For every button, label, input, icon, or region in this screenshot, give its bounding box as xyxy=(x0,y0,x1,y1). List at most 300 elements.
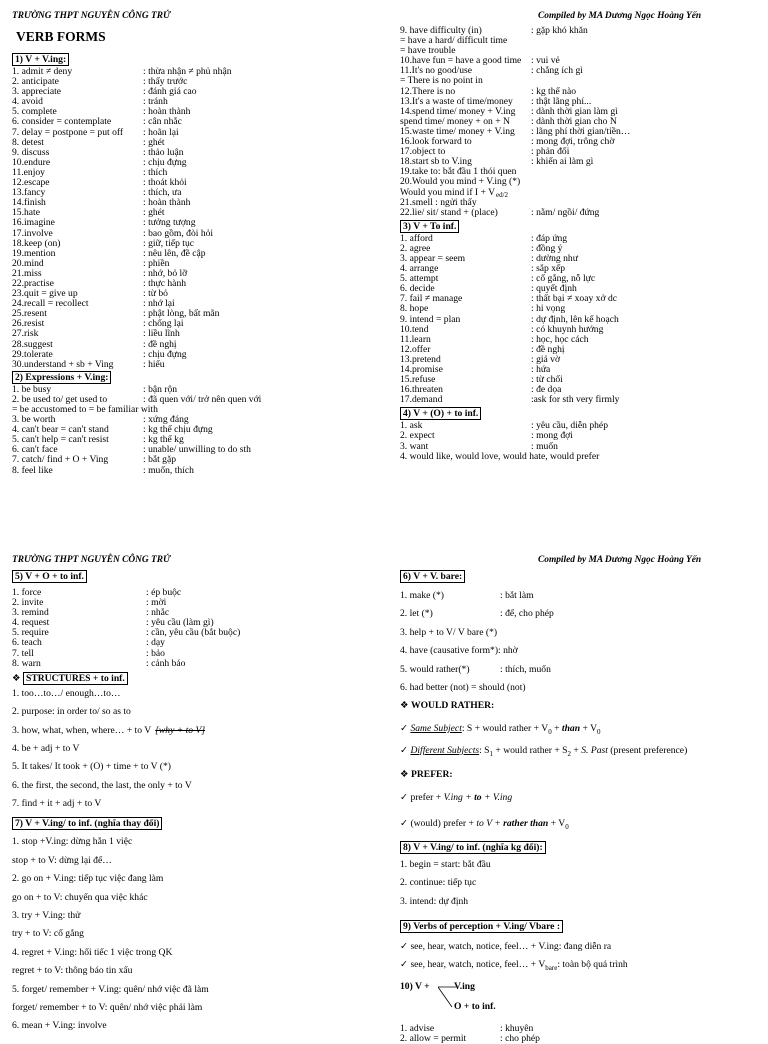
verb-row xyxy=(12,138,382,148)
verb-row-meaning: : đề nghị xyxy=(143,338,177,350)
verb-row-meaning: : thất bại ≠ xoay xở dc xyxy=(531,293,618,305)
same-meaning-row-term: 3. intend: dự định xyxy=(400,895,469,907)
verb-row-meaning: : đánh giá cao xyxy=(143,86,197,98)
verb-row xyxy=(12,218,382,228)
expression-row-meaning: : kg thể nào xyxy=(531,85,577,97)
verb-row xyxy=(12,148,382,158)
same-subject-line: ✓ Same Subject: S + would rather + $V_0$ + than + $V_0$ xyxy=(400,722,601,736)
verb-row-meaning: : đáp ứng xyxy=(531,232,568,244)
meaning-change-row-term: 4. regret + V.ing: hối tiếc 1 việc trong QK xyxy=(12,946,173,958)
expression-row-meaning: : phản đối xyxy=(531,146,570,158)
expression-row-term: = There is no point in xyxy=(400,75,483,87)
section-5-heading: 5) V + O + to inf. xyxy=(12,570,382,584)
verb-row-term: 30.understand + sb + Ving xyxy=(12,358,114,370)
verb-row-term: 23.quit = give up xyxy=(12,288,78,300)
meaning-change-row xyxy=(12,963,382,981)
verb-row-meaning: : liều lĩnh xyxy=(143,328,180,340)
verb-row-meaning: : từ chối xyxy=(531,374,563,386)
verb-row-term: 3. appear = seem xyxy=(400,252,466,264)
expression-row-term: 17.object to xyxy=(400,146,446,158)
verb-row-meaning: : bao gồm, đòi hỏi xyxy=(143,227,214,239)
expression-row-meaning: : thật lãng phí... xyxy=(531,95,592,107)
verb-row-meaning: : thích, ưa xyxy=(143,187,182,199)
page2-left-column xyxy=(12,570,382,1037)
meaning-change-row-term: forget/ remember + to V: quên/ nhớ việc phải làm xyxy=(12,1002,203,1013)
structure-row xyxy=(12,759,382,777)
expression-row-term: 14.spend time/ money + V.ing xyxy=(400,105,516,117)
verb-row xyxy=(400,395,760,405)
verb-row-term: 7. delay = postpone = put off xyxy=(12,126,124,138)
verb-row-term: 3. appreciate xyxy=(12,86,62,98)
verb-row-term: 3. want xyxy=(400,440,429,452)
expression-row-meaning: : unable/ unwilling to do sth xyxy=(143,444,251,456)
bare-verb-row-term: 2. let (*) xyxy=(400,608,433,620)
verb-row xyxy=(12,67,382,77)
expression-row-term: 7. catch/ find + O + Ving xyxy=(12,454,109,466)
meaning-change-row-term: try + to V: cố gắng xyxy=(12,928,84,940)
section-3-heading: 3) V + To inf. xyxy=(400,220,760,234)
perception-line-2: ✓ see, hear, watch, notice, feel… + $V_{bare}$: toàn bộ quá trình xyxy=(400,958,628,972)
meaning-change-row xyxy=(12,908,382,926)
section-7-list xyxy=(12,834,382,1036)
verb-row-meaning: : hiểu xyxy=(143,358,165,370)
section-8-list xyxy=(400,857,760,912)
page2-right-column xyxy=(400,570,760,1044)
verb-row-term: 9. intend = plan xyxy=(400,313,461,325)
same-meaning-row-term: 1. begin = start: bắt đầu xyxy=(400,858,491,870)
same-meaning-row xyxy=(400,894,760,912)
verb-row xyxy=(12,309,382,319)
verb-row-term: 25.resent xyxy=(12,308,47,320)
section-5-list xyxy=(12,588,382,669)
expression-row-term: = have a hard/ difficult time xyxy=(400,35,508,47)
verb-row-term: 1. advise xyxy=(400,1022,435,1034)
expression-row-meaning: : kg thể chịu đựng xyxy=(143,424,213,436)
verb-row-meaning: : ép buộc xyxy=(146,587,182,598)
meaning-change-row xyxy=(12,1000,382,1018)
verb-row-meaning: : bảo xyxy=(146,647,165,659)
structure-row-term: 5. It takes/ It took + (O) + time + to V (*) xyxy=(12,761,171,773)
structure-row-term: 3. how, what, when, where… + to V [why + to V] xyxy=(12,724,206,736)
verb-row-term: 4. would like, would love, would hate, would prefer xyxy=(400,450,600,462)
verb-row-term: 10.endure xyxy=(12,156,51,168)
meaning-change-row-term: 2. go on + V.ing: tiếp tục việc đang làm xyxy=(12,873,164,885)
verb-row xyxy=(12,97,382,107)
verb-row-meaning: : thực hành xyxy=(143,277,187,289)
verb-row xyxy=(400,234,760,244)
verb-row xyxy=(12,259,382,269)
section-6-heading: 6) V + V. bare: xyxy=(400,570,760,584)
verb-row-term: 15.refuse xyxy=(400,374,436,386)
section-4-heading: 4) V + (O) + to inf. xyxy=(400,407,760,421)
verb-row-meaning: : hứa xyxy=(531,364,551,375)
verb-row-term: 27.risk xyxy=(12,328,39,340)
verb-row-meaning: : chống lại xyxy=(143,318,184,330)
verb-row-meaning: : hoàn thành xyxy=(143,106,191,118)
expression-row-term: 8. feel like xyxy=(12,464,53,476)
expression-row-meaning: : bắt gặp xyxy=(143,454,177,466)
verb-row-term: 12.offer xyxy=(400,343,431,355)
verb-row-meaning: : giả vờ xyxy=(531,353,561,365)
verb-row-term: 1. admit ≠ deny xyxy=(12,66,73,77)
verb-row xyxy=(12,329,382,339)
bare-verb-row-meaning: : bắt làm xyxy=(500,590,534,601)
verb-row-term: 15.hate xyxy=(12,207,40,219)
verb-row-meaning: : chịu đựng xyxy=(143,348,187,360)
verb-row xyxy=(12,649,382,659)
meaning-change-row-term: 3. try + V.ing: thử xyxy=(12,910,81,922)
verb-row xyxy=(12,340,382,350)
verb-row-meaning: :ask for sth very firmly xyxy=(531,394,620,406)
expression-row xyxy=(12,466,382,476)
section-10-list xyxy=(400,1024,760,1044)
different-subjects-line: ✓ Different Subjects: $S_1$ + would rather + $S_2 + S$. Past (present preference) xyxy=(400,744,688,758)
expression-row-term: 2. be used to/ get used to xyxy=(12,393,108,405)
same-meaning-row xyxy=(400,875,760,893)
verb-row xyxy=(400,294,760,304)
expression-row-term: 21.smell : ngửi thấy xyxy=(400,196,477,208)
structure-row xyxy=(12,796,382,814)
verb-row xyxy=(12,249,382,259)
verb-row xyxy=(400,375,760,385)
verb-row-meaning: : nhớ lại xyxy=(143,298,175,310)
verb-row-meaning: : hoãn lại xyxy=(143,126,179,138)
expression-row-term: 15.waste time/ money + V.ing xyxy=(400,125,515,137)
meaning-change-row xyxy=(12,871,382,889)
verb-row-term: 10.tend xyxy=(400,323,429,335)
bare-verb-row xyxy=(400,625,760,643)
expression-row-term: = be accustomed to = be familiar with xyxy=(12,404,158,415)
meaning-change-row-term: regret + to V: thông báo tin xấu xyxy=(12,965,133,977)
verb-row-term: 5. complete xyxy=(12,106,57,118)
verb-row-meaning: : hi vọng xyxy=(531,303,566,315)
school-header: TRƯỜNG THPT NGUYỄN CÔNG TRỨ xyxy=(12,11,171,21)
meaning-change-row-term: go on + to V: chuyển qua việc khác xyxy=(12,891,148,903)
page-title: VERB FORMS xyxy=(16,29,106,44)
expression-row-subscript: ed/2 xyxy=(496,190,509,199)
verb-row xyxy=(12,198,382,208)
verb-row-meaning: : khuyên xyxy=(500,1022,534,1034)
verb-row-term: 6. consider = contemplate xyxy=(12,116,112,128)
verb-row-meaning: : học, học cách xyxy=(531,333,589,345)
verb-row-term: 6. teach xyxy=(12,637,42,649)
verb-row-meaning: : cân nhắc xyxy=(143,116,182,128)
bare-verb-row xyxy=(400,680,760,698)
verb-row-term: 17.demand xyxy=(400,394,443,406)
section-8-heading: 8) V + V.ing/ to inf. (nghĩa kg đổi): xyxy=(400,835,760,857)
verb-row-meaning: : ghét xyxy=(143,207,165,219)
expression-row-meaning: : khiến ai làm gì xyxy=(531,156,594,168)
section-7-heading: 7) V + V.ing/ to inf. (nghĩa thay đổi) xyxy=(12,814,382,834)
verb-row xyxy=(12,628,382,638)
verb-row xyxy=(400,345,760,355)
verb-row xyxy=(12,319,382,329)
verb-row-meaning: : đề nghị xyxy=(531,343,565,355)
verb-row xyxy=(400,1034,760,1044)
compiled-by-header-2: Compiled by MA Dương Ngọc Hoàng Yến xyxy=(538,555,702,565)
expression-row-term: 10.have fun = have a good time xyxy=(400,55,522,67)
verb-row xyxy=(400,421,760,431)
verb-row-meaning: : thích xyxy=(143,166,168,178)
verb-row-term: 28.suggest xyxy=(12,338,53,350)
verb-row-meaning: : hoàn thành xyxy=(143,197,191,209)
verb-row-term: 3. remind xyxy=(12,607,49,619)
verb-row-term: 4. avoid xyxy=(12,96,43,108)
verb-row-term: 2. invite xyxy=(12,597,44,609)
expression-row-term: 1. be busy xyxy=(12,383,52,395)
verb-row-meaning: : đe dọa xyxy=(531,384,562,396)
prefer-heading: ❖ PREFER: xyxy=(400,768,453,780)
verb-row-term: 16.threaten xyxy=(400,384,443,396)
verb-row-term: 8. detest xyxy=(12,136,44,148)
bare-verb-row xyxy=(400,662,760,680)
meaning-change-row-term: stop + to V: dừng lại để… xyxy=(12,854,112,866)
section-10-diagram xyxy=(400,976,760,1018)
verb-row-term: 14.promise xyxy=(400,364,443,375)
verb-row xyxy=(12,87,382,97)
section-3-list xyxy=(400,234,760,406)
page1-left-column xyxy=(12,53,382,476)
meaning-change-row xyxy=(12,926,382,944)
verb-row-term: 4. request xyxy=(12,617,50,629)
expression-row-meaning: : nằm/ ngồi/ đứng xyxy=(531,206,600,218)
meaning-change-row xyxy=(12,1018,382,1036)
verb-row-meaning: : cảnh báo xyxy=(146,657,186,669)
bare-verb-row-term: 3. help + to V/ V bare (*) xyxy=(400,626,498,638)
verb-row-meaning: : dự định, lên kế hoạch xyxy=(531,313,619,325)
branch-o-to-inf: O + to inf. xyxy=(454,1000,496,1012)
verb-row-meaning: : nhớ, bỏ lỡ xyxy=(143,267,188,279)
verb-row xyxy=(12,638,382,648)
expression-row-meaning: : dành thời gian cho N xyxy=(531,115,617,127)
verb-row-meaning: : dạy xyxy=(146,637,165,649)
expression-row-term: 20.Would you mind + V.ing (*) xyxy=(400,176,521,188)
verb-row-term: 20.mind xyxy=(12,257,44,269)
verb-row-term: 5. attempt xyxy=(400,273,439,285)
section-2-list xyxy=(12,385,382,476)
bare-verb-row-term: 5. would rather(*) xyxy=(400,663,470,675)
verb-row-meaning: : sắp xếp xyxy=(531,263,566,275)
expression-row-meaning: : muốn, thích xyxy=(143,464,194,476)
section-9-heading: 9) Verbs of perception + V.ing/ Vbare : xyxy=(400,912,760,936)
verb-row-term: 9. discuss xyxy=(12,146,50,158)
expression-row xyxy=(12,455,382,465)
bare-verb-row xyxy=(400,588,760,606)
expression-row xyxy=(400,137,760,147)
verb-row-meaning: : từ bỏ xyxy=(143,288,168,300)
verb-row-term: 2. anticipate xyxy=(12,76,59,88)
verb-row-meaning: : giữ, tiếp tục xyxy=(143,237,195,249)
section-10-heading: 10) V + xyxy=(400,980,430,992)
expressions-continued-list xyxy=(400,26,760,218)
verb-row xyxy=(12,128,382,138)
verb-row-term: 7. tell xyxy=(12,647,34,659)
verb-row xyxy=(400,335,760,345)
meaning-change-row xyxy=(12,945,382,963)
verb-row-meaning: : mong đợi xyxy=(531,430,573,442)
verb-row-term: 13.pretend xyxy=(400,353,441,365)
prefer-line-2: ✓ (would) prefer + to V + rather than + $V_0$ xyxy=(400,817,569,831)
verb-row xyxy=(12,77,382,87)
verb-row-term: 21.miss xyxy=(12,267,42,279)
expression-row-meaning: : xứng đáng xyxy=(143,414,189,426)
expression-row-meaning: : gặp khó khăn xyxy=(531,25,588,36)
same-meaning-row xyxy=(400,857,760,875)
expression-row-meaning: : lãng phí thời gian/tiền… xyxy=(531,125,631,137)
verb-row-term: 6. decide xyxy=(400,283,435,295)
verb-row-term: 1. afford xyxy=(400,232,433,244)
expression-row-term: 11.It's no good/use xyxy=(400,65,472,77)
verb-row xyxy=(12,269,382,279)
verb-row-term: 2. agree xyxy=(400,242,431,254)
verb-row-meaning: : phiền xyxy=(143,257,170,269)
verb-row xyxy=(12,178,382,188)
bare-verb-row-meaning: : thích, muốn xyxy=(500,663,551,675)
verb-row-term: 2. allow = permit xyxy=(400,1033,467,1044)
expression-row-meaning: : chẳng ích gì xyxy=(531,65,583,77)
structure-row-term: 1. too…to…/ enough…to… xyxy=(12,687,121,699)
verb-row-meaning: : có khuynh hướng xyxy=(531,323,604,335)
verb-row xyxy=(12,188,382,198)
bare-verb-row-term: 4. have (causative form*): nhờ xyxy=(400,645,518,657)
verb-row xyxy=(400,365,760,375)
structures-list xyxy=(12,686,382,815)
meaning-change-row xyxy=(12,982,382,1000)
verb-row xyxy=(400,274,760,284)
expression-row-term: 12.There is no xyxy=(400,85,456,97)
verb-row-meaning: : thừa nhận ≠ phủ nhận xyxy=(143,66,232,77)
verb-row-term: 8. warn xyxy=(12,657,41,669)
bare-verb-row-meaning: : để, cho phép xyxy=(500,608,554,620)
verb-row xyxy=(12,659,382,669)
expression-row-term: 6. can't face xyxy=(12,444,58,456)
expression-row-meaning: : vui vẻ xyxy=(531,55,560,67)
verb-row-term: 22.practise xyxy=(12,277,54,289)
verb-row xyxy=(400,452,760,462)
verb-row xyxy=(12,168,382,178)
expression-row-term: 16.look forward to xyxy=(400,136,472,148)
verb-row-term: 29.tolerate xyxy=(12,348,53,360)
verb-row xyxy=(12,588,382,598)
verb-row-meaning: : phật lòng, bất mãn xyxy=(143,308,220,320)
structure-row-term: 7. find + it + adj + to V xyxy=(12,798,102,810)
verb-row-meaning: : yêu cầu (làm gì) xyxy=(146,617,214,629)
verb-row-meaning: : nhắc xyxy=(146,607,170,619)
struck-note: [why + to V] xyxy=(155,724,206,736)
structure-row xyxy=(12,704,382,722)
verb-row xyxy=(400,431,760,441)
structure-row-term: 4. be + adj + to V xyxy=(12,742,80,754)
bare-verb-row-term: 1. make (*) xyxy=(400,590,444,601)
verb-row xyxy=(400,254,760,264)
expression-row xyxy=(400,208,760,218)
expression-row-term: 4. can't bear = can't stand xyxy=(12,424,109,436)
verb-row-meaning: : thảo luận xyxy=(143,146,184,158)
verb-row-meaning: : yêu cầu, diễn phép xyxy=(531,420,608,432)
structure-row xyxy=(12,723,382,741)
expression-row-term: 9. have difficulty (in) xyxy=(400,25,482,36)
verb-row-term: 12.escape xyxy=(12,177,50,189)
verb-row-term: 17.involve xyxy=(12,227,53,239)
bare-verb-row xyxy=(400,643,760,661)
section-1-heading: 1) V + V.ing: xyxy=(12,53,382,67)
expression-row-meaning: : kg thể kg xyxy=(143,434,184,446)
prefer-line-1: ✓ prefer + V.ing + to + V.ing xyxy=(400,791,513,803)
bare-verb-row xyxy=(400,606,760,624)
meaning-change-row xyxy=(12,890,382,908)
verb-row-meaning: : quyết định xyxy=(531,283,577,295)
verb-row-meaning: : tưởng tượng xyxy=(143,217,196,229)
expression-row-term: 22.lie/ sit/ stand + (place) xyxy=(400,206,498,218)
perception-line-1: ✓ see, hear, watch, notice, feel… + V.ing: đang diễn ra xyxy=(400,940,612,952)
verb-row xyxy=(12,598,382,608)
would-rather-heading: ❖ WOULD RATHER: xyxy=(400,700,495,712)
expression-row-term: spend time/ money + on + N xyxy=(400,115,510,127)
meaning-change-row xyxy=(12,853,382,871)
verb-row-term: 19.mention xyxy=(12,247,56,259)
verb-row-meaning: : tránh xyxy=(143,96,168,108)
verb-row-term: 24.recall = recollect xyxy=(12,298,89,310)
structure-row-term: 6. the first, the second, the last, the only + to V xyxy=(12,779,192,791)
meaning-change-row-term: 5. forget/ remember + V.ing: quên/ nhớ việc đã làm xyxy=(12,983,209,995)
verb-row-term: 7. fail ≠ manage xyxy=(400,293,463,305)
section-2-heading: 2) Expressions + V.ing: xyxy=(12,371,382,385)
expression-row-meaning: : dành thời gian làm gì xyxy=(531,105,618,117)
verb-row-meaning: : thấy trước xyxy=(143,76,188,88)
verb-row-term: 5. require xyxy=(12,627,49,639)
verb-row-term: 8. hope xyxy=(400,303,429,315)
verb-row-meaning: : muốn xyxy=(531,440,558,452)
expression-row-meaning: : đã quen với/ trở nên quen với xyxy=(143,393,262,405)
expression-row-term: 3. be worth xyxy=(12,414,56,426)
section-1-list xyxy=(12,67,382,370)
verb-row-term: 14.finish xyxy=(12,197,46,209)
section-4-list xyxy=(400,421,760,461)
compiled-by-header: Compiled by MA Dương Ngọc Hoàng Yến xyxy=(538,11,702,21)
section-6-list xyxy=(400,588,760,698)
verb-row-meaning: : cho phép xyxy=(500,1033,540,1044)
verb-row-term: 13.fancy xyxy=(12,187,46,199)
bare-verb-row-term: 6. had better (not) = should (not) xyxy=(400,681,526,693)
verb-row-term: 16.imagine xyxy=(12,217,55,229)
expression-row-term: Would you mind if I + V xyxy=(400,186,496,198)
verb-row-meaning: : dường như xyxy=(531,252,578,264)
verb-row-meaning: : nêu lên, đề cập xyxy=(143,247,206,259)
verb-row-meaning: : mời xyxy=(146,597,167,609)
verb-row-meaning: : chịu đựng xyxy=(143,156,187,168)
verb-row-term: 11.learn xyxy=(400,333,431,345)
verb-row xyxy=(12,158,382,168)
verb-row-meaning: : đồng ý xyxy=(531,242,563,254)
verb-row-term: 11.enjoy xyxy=(12,166,45,178)
meaning-change-row-term: 1. stop +V.ing: dừng hẳn 1 việc xyxy=(12,836,133,848)
structures-heading: ❖ STRUCTURES + to inf. xyxy=(12,672,382,686)
verb-row xyxy=(400,355,760,365)
verb-row xyxy=(400,1024,760,1034)
verb-row-term: 18.keep (on) xyxy=(12,237,61,249)
expression-row-term: 18.start sb to V.ing xyxy=(400,156,472,168)
expression-row-term: = have trouble xyxy=(400,45,456,57)
same-meaning-row-term: 2. continue: tiếp tục xyxy=(400,877,477,889)
verb-row-meaning: : ghét xyxy=(143,136,165,148)
expression-row-term: 19.take to: bắt đầu 1 thói quen xyxy=(400,166,517,178)
structure-row xyxy=(12,686,382,704)
verb-row-term: 4. arrange xyxy=(400,263,439,275)
structure-row xyxy=(12,778,382,796)
verb-row-term: 1. force xyxy=(12,587,42,598)
verb-row-meaning: : cần, yêu cầu (bắt buộc) xyxy=(146,627,241,639)
expression-row-meaning: : bận rộn xyxy=(143,383,178,395)
